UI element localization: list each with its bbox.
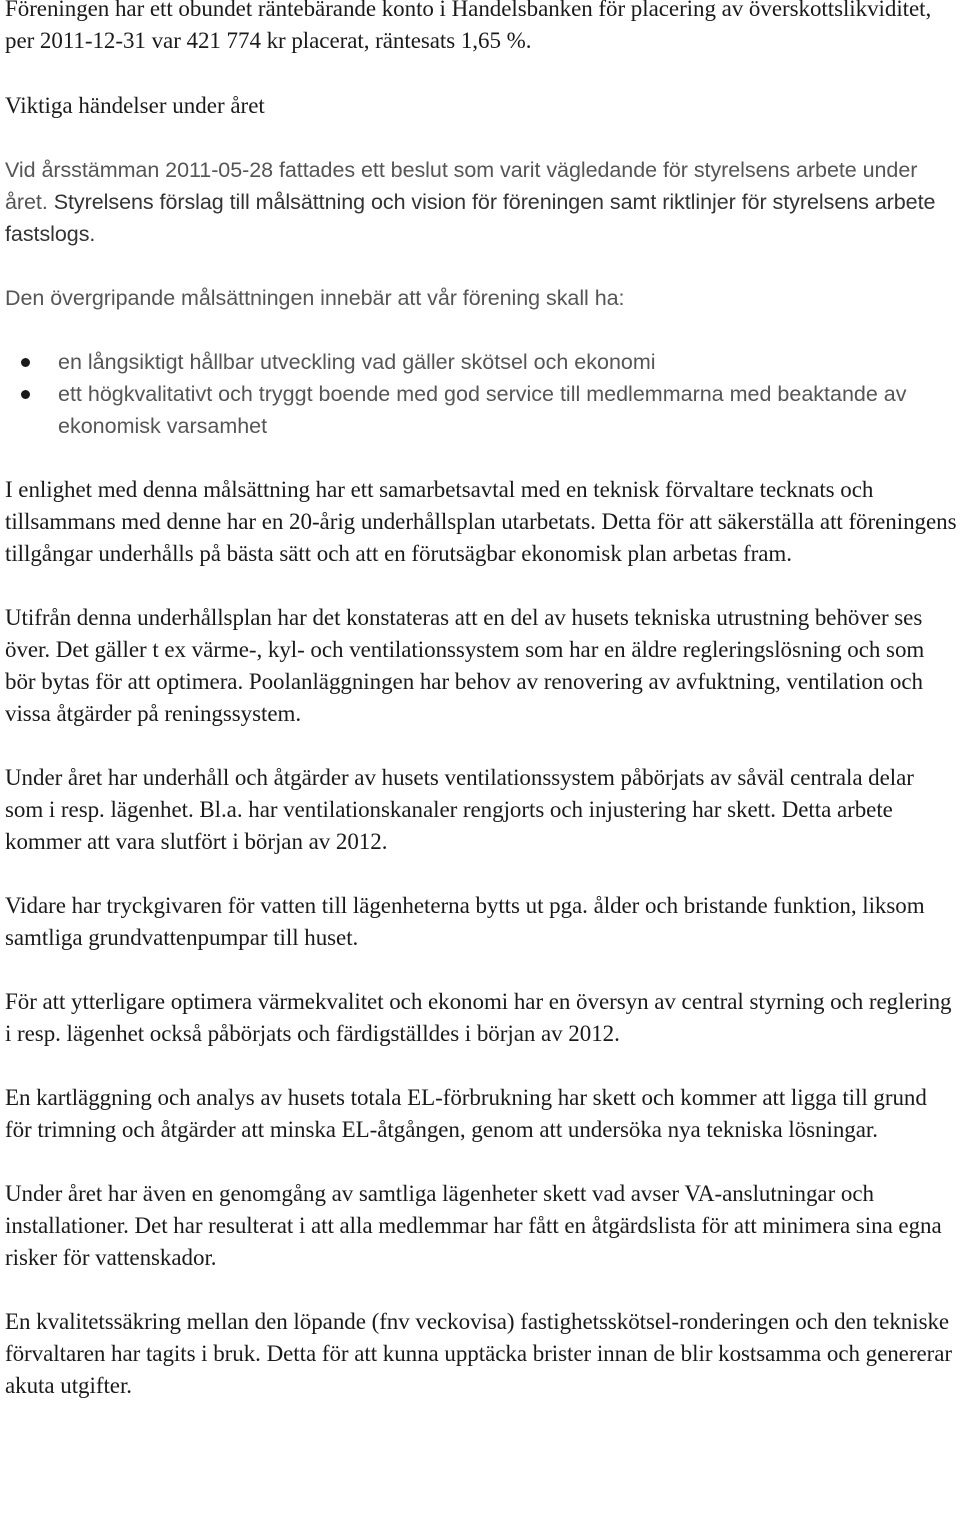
body-paragraph: Utifrån denna underhållsplan har det konstateras att en del av husets tekniska utrustning behöver ses över. Det gäller t ex värme-, kyl- och ventilationssystem som har en äldre regleringslösning och som bör bytas för att optimera. Poolanläggningen har behov av renovering av avfuktning, ventilation och vissa åtgärder på reningssystem.: [5, 605, 925, 726]
spacer: [5, 570, 957, 602]
goal-item-text: ett högkvalitativt och tryggt boende med god service till medlemmarna med beaktande av ekonomisk varsamhet: [58, 382, 907, 438]
goal-item-text: en långsiktigt hållbar utveckling vad gäller skötsel och ekonomi: [58, 350, 656, 374]
spacer: [5, 858, 957, 890]
spacer: [5, 442, 957, 474]
spacer: [5, 314, 957, 346]
body-paragraph: Vidare har tryckgivaren för vatten till lägenheterna bytts ut pga. ålder och bristande funktion, liksom samtliga grundvattenpumpar till huset.: [5, 893, 925, 950]
list-item: [5, 346, 957, 378]
spacer: [5, 1050, 957, 1082]
body-paragraph: En kartläggning och analys av husets totala EL-förbrukning har skett och kommer att ligga till grund för trimning och åtgärder att minska EL-åtgången, genom att undersöka nya tekniska lösningar.: [5, 1085, 927, 1142]
bullet-icon: [21, 390, 30, 399]
spacer: [5, 1146, 957, 1178]
spacer: [5, 730, 957, 762]
stamma-sentence-2: Styrelsens förslag till målsättning och vision för föreningen samt riktlinjer för styrelsens arbete fastslogs.: [5, 190, 936, 246]
intro-paragraph: Föreningen har ett obundet räntebärande konto i Handelsbanken för placering av överskottslikviditet, per 2011-12-31 var 421 774 kr placerat, räntesats 1,65 %.: [5, 0, 932, 53]
stamma-paragraph: [5, 154, 957, 250]
body-paragraph: Under året har underhåll och åtgärder av husets ventilationssystem påbörjats av såväl centrala delar som i resp. lägenhet. Bl.a. har ventilationskanaler rengjorts och injustering har skett. Detta arbete kommer att vara slutfört i början av 2012.: [5, 765, 914, 854]
goal-list: [5, 346, 957, 442]
document-page: [5, 0, 957, 1402]
spacer: [5, 954, 957, 986]
body-paragraph: En kvalitetssäkring mellan den löpande (fnv veckovisa) fastighetsskötsel-ronderingen och den tekniske förvaltaren har tagits i bruk. Detta för att kunna upptäcka brister innan de blir kostsamma och genererar akuta utgifter.: [5, 1309, 952, 1398]
section-heading: Viktiga händelser under året: [5, 93, 265, 118]
bullet-icon: [21, 358, 30, 367]
spacer: [5, 57, 957, 90]
body-paragraph: Under året har även en genomgång av samtliga lägenheter skett vad avser VA-anslutningar och installationer. Det har resulterat i att alla medlemmar har fått en åtgärdslista för att minimera sina egna risker för vattenskador.: [5, 1181, 942, 1270]
goal-intro: Den övergripande målsättningen innebär att vår förening skall ha:: [5, 286, 625, 310]
spacer: [5, 1274, 957, 1306]
spacer: [5, 250, 957, 282]
body-paragraph: För att ytterligare optimera värmekvalitet och ekonomi har en översyn av central styrning och reglering i resp. lägenhet också påbörjats och färdigställdes i början av 2012.: [5, 989, 952, 1046]
body-paragraph: I enlighet med denna målsättning har ett samarbetsavtal med en teknisk förvaltare tecknats och tillsammans med denne har en 20-årig underhållsplan utarbetats. Detta för att säkerställa att föreningens tillgångar underhålls på bästa sätt och att en förutsägbar ekonomisk plan arbetas fram.: [5, 477, 957, 566]
spacer: [5, 122, 957, 154]
stamma-sentence-1: Vid årsstämman 2011-05-28 fattades ett beslut som varit vägledande för styrelsens arbete under året.: [5, 158, 918, 214]
list-item: [5, 378, 957, 442]
